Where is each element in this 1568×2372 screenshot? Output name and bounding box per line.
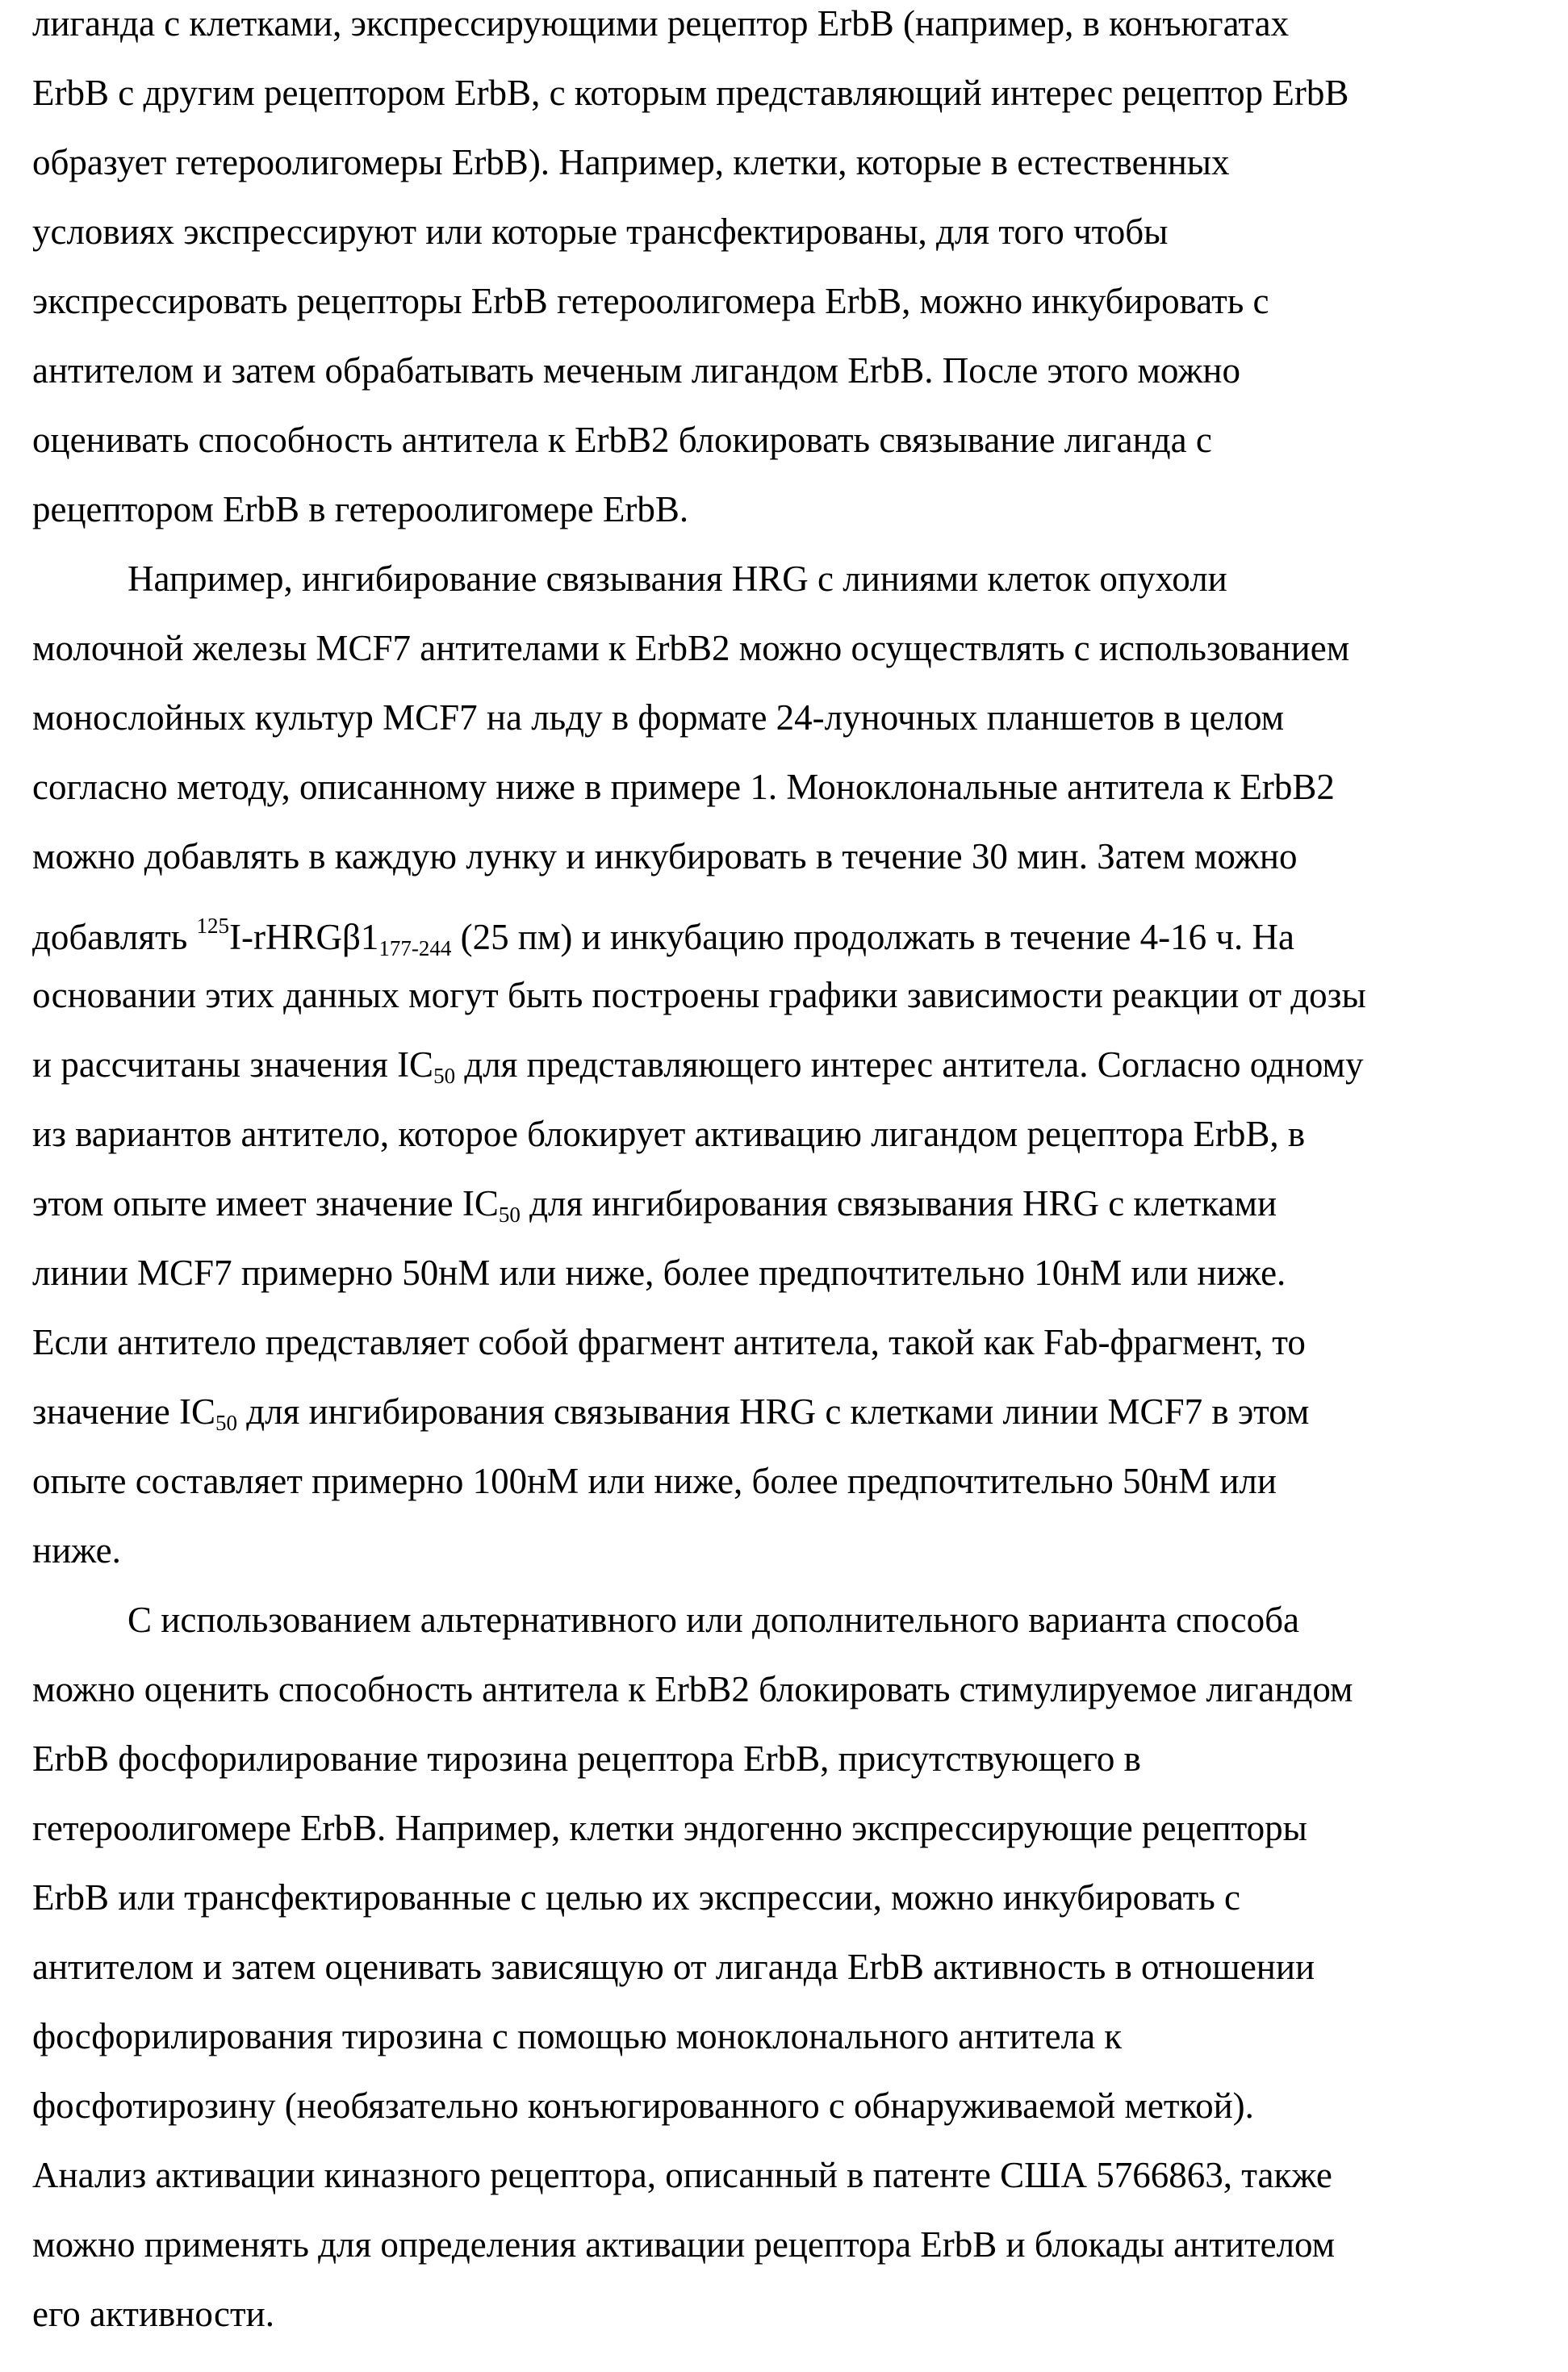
text-line — [32, 1114, 1305, 1154]
text-run: образует гетероолигомеры ErbB). Например, клетки, которые в естественных — [32, 142, 1230, 182]
text-line — [32, 1391, 1309, 1443]
text-run: для ингибирования связывания HRG с клетками — [521, 1183, 1277, 1224]
text-line — [32, 1461, 1277, 1501]
text-line — [32, 1530, 121, 1571]
text-line — [32, 281, 1269, 321]
text-run: можно применять для определения активации рецептора ErbB и блокады антителом — [32, 2224, 1335, 2265]
text-run: Если антитело представляет собой фрагмент антитела, такой как Fab-фрагмент, то — [32, 1322, 1306, 1362]
text-run: его активности. — [32, 2294, 274, 2334]
text-line — [32, 975, 1366, 1015]
text-run: ниже. — [32, 1530, 121, 1571]
text-run: фосфорилирования тирозина с помощью моноклонального антитела к — [32, 2016, 1122, 2056]
text-line — [32, 906, 1294, 968]
text-run: С использованием альтернативного или дополнительного варианта способа — [128, 1600, 1299, 1640]
text-line — [32, 767, 1335, 807]
document-page — [0, 0, 1568, 2372]
text-line — [32, 1808, 1307, 1848]
text-run: этом опыте имеет значение IC — [32, 1183, 499, 1224]
subscript: 50 — [499, 1203, 521, 1227]
text-run: фосфотирозину (необязательно конъюгированного с обнаруживаемой меткой). — [32, 2085, 1254, 2126]
text-line — [32, 2294, 274, 2334]
text-run: рецептором ErbB в гетероолигомере ErbB. — [32, 489, 688, 529]
text-line — [32, 1044, 1364, 1096]
text-run: экспрессировать рецепторы ErbB гетероолигомера ErbB, можно инкубировать с — [32, 281, 1269, 321]
text-run: ErbB с другим рецептором ErbB, с которым представляющий интерес рецептор ErbB — [32, 73, 1348, 113]
text-line — [32, 1877, 1240, 1918]
text-line — [32, 1322, 1306, 1362]
text-line — [128, 1600, 1299, 1640]
text-run: линии MCF7 примерно 50нМ или ниже, более предпочтительно 10нМ или ниже. — [32, 1253, 1286, 1293]
text-run: (25 пм) и инкубацию продолжать в течение 4-16 ч. На — [451, 917, 1294, 957]
text-line — [32, 420, 1212, 460]
text-run: Анализ активации киназного рецептора, описанный в патенте США 5766863, также — [32, 2155, 1332, 2195]
text-run: молочной железы MCF7 антителами к ErbB2 можно осуществлять с использованием — [32, 628, 1349, 668]
superscript: 125 — [197, 914, 230, 938]
text-line — [32, 350, 1240, 391]
text-line — [32, 2016, 1122, 2056]
text-line — [32, 2155, 1332, 2195]
text-line — [32, 1669, 1353, 1709]
text-line — [32, 211, 1168, 252]
text-line — [32, 142, 1230, 182]
text-run: монослойных культур MCF7 на льду в формате 24-луночных планшетов в целом — [32, 697, 1284, 738]
text-line — [32, 1253, 1286, 1293]
text-run: можно добавлять в каждую лунку и инкубировать в течение 30 мин. Затем можно — [32, 836, 1297, 876]
text-run: I-rHRGβ1 — [229, 917, 378, 957]
text-line — [32, 2085, 1254, 2126]
text-run: добавлять — [32, 917, 197, 957]
text-run: оценивать способность антитела к ErbB2 блокировать связывание лиганда с — [32, 420, 1212, 460]
text-line — [32, 628, 1349, 668]
text-run: антителом и затем обрабатывать меченым лигандом ErbB. После этого можно — [32, 350, 1240, 391]
text-run: для представляющего интерес антитела. Согласно одному — [455, 1044, 1363, 1085]
text-run: согласно методу, описанному ниже в примере 1. Моноклональные антитела к ErbB2 — [32, 767, 1335, 807]
text-run: для ингибирования связывания HRG с клетками линии MCF7 в этом — [237, 1391, 1309, 1432]
text-line — [32, 836, 1297, 876]
text-run: опыте составляет примерно 100нМ или ниже, более предпочтительно 50нМ или — [32, 1461, 1277, 1501]
text-line — [32, 2224, 1335, 2265]
text-run: и рассчитаны значения IC — [32, 1044, 433, 1085]
text-line — [32, 1947, 1315, 1987]
text-run: ErbB фосфорилирование тирозина рецептора ErbB, присутствующего в — [32, 1738, 1141, 1779]
text-line — [32, 73, 1348, 113]
text-run: условиях экспрессируют или которые трансфектированы, для того чтобы — [32, 211, 1168, 252]
subscript: 177-244 — [378, 936, 451, 960]
subscript: 50 — [433, 1064, 455, 1088]
text-run: основании этих данных могут быть построены графики зависимости реакции от дозы — [32, 975, 1366, 1015]
text-run: ErbB или трансфектированные с целью их экспрессии, можно инкубировать с — [32, 1877, 1240, 1918]
text-line — [128, 558, 1227, 599]
text-run: лиганда с клетками, экспрессирующими рецептор ErbB (например, в конъюгатах — [32, 3, 1289, 44]
text-line — [32, 489, 688, 529]
text-run: из вариантов антитело, которое блокирует активацию лигандом рецептора ErbB, в — [32, 1114, 1305, 1154]
text-line — [32, 3, 1289, 44]
text-line — [32, 1738, 1141, 1779]
text-line — [32, 1183, 1277, 1235]
text-run: Например, ингибирование связывания HRG с линиями клеток опухоли — [128, 558, 1227, 599]
text-run: антителом и затем оценивать зависящую от лиганда ErbB активность в отношении — [32, 1947, 1315, 1987]
text-run: можно оценить способность антитела к ErbB2 блокировать стимулируемое лигандом — [32, 1669, 1353, 1709]
text-line — [32, 697, 1284, 738]
text-run: значение IC — [32, 1391, 215, 1432]
text-run: гетероолигомере ErbB. Например, клетки эндогенно экспрессирующие рецепторы — [32, 1808, 1307, 1848]
subscript: 50 — [215, 1411, 237, 1435]
